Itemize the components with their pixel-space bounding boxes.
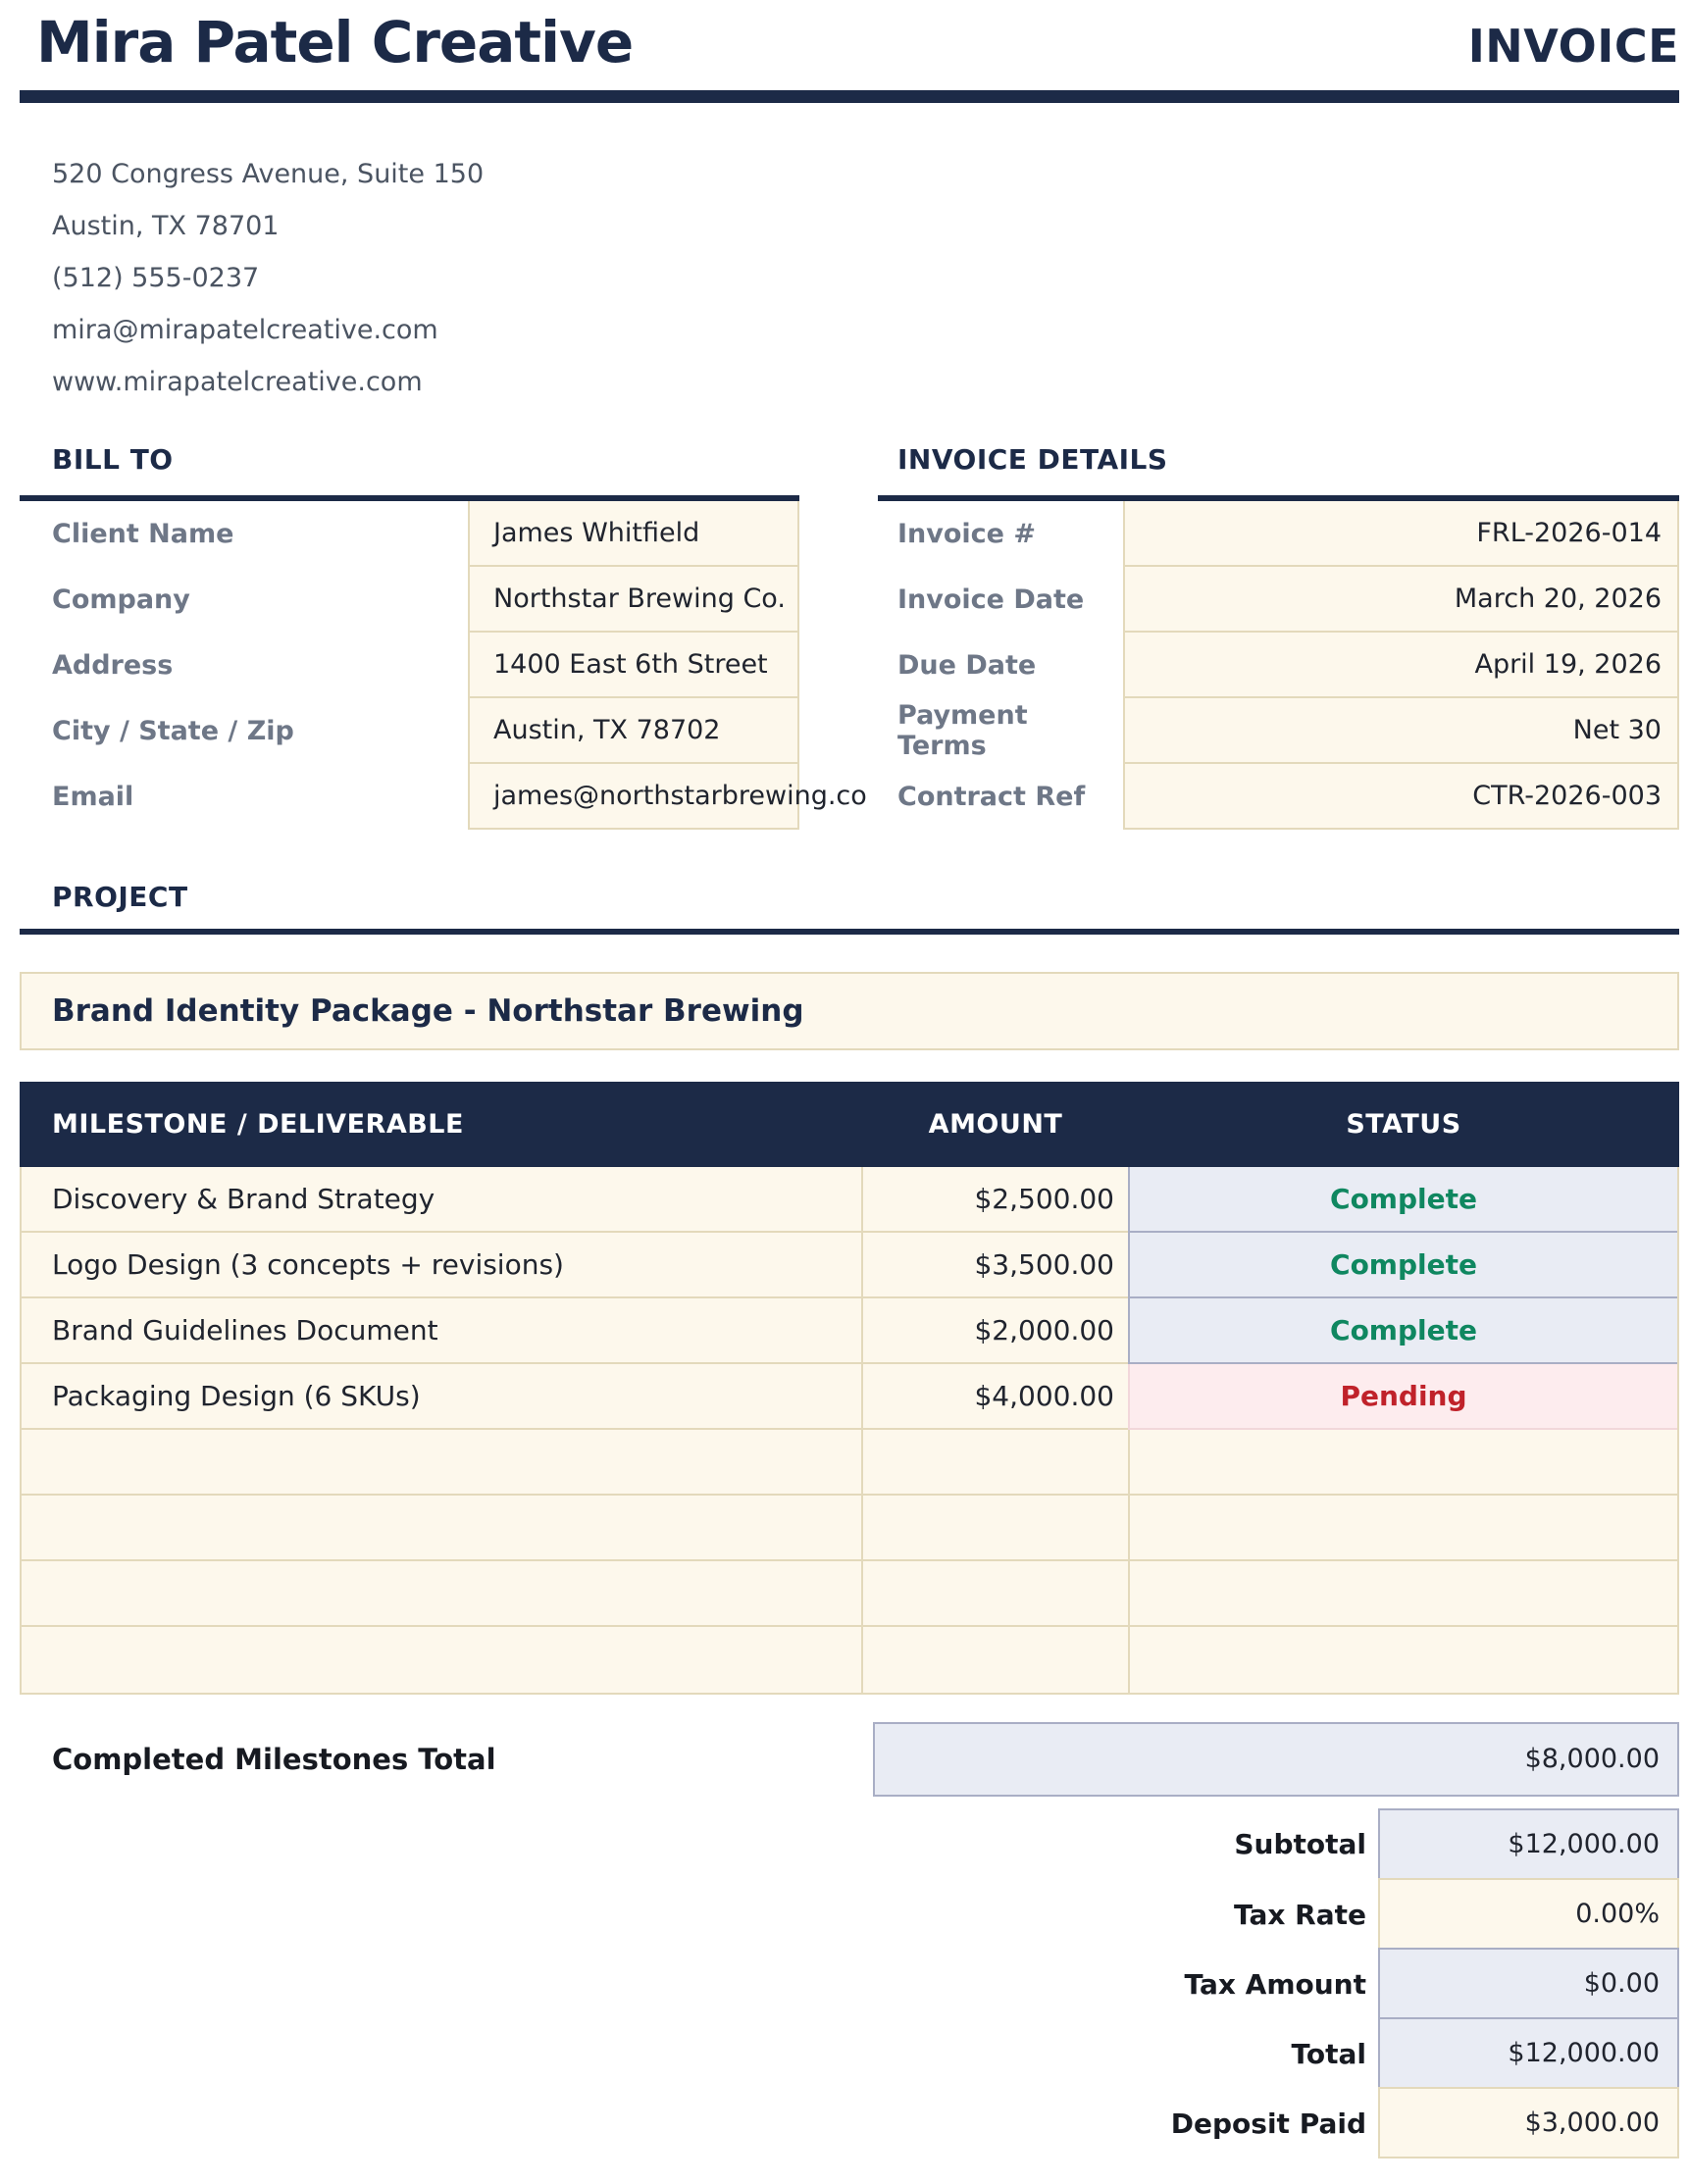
- subtotal-value-box[interactable]: $12,000.00: [1378, 1808, 1679, 1880]
- payment-terms-value-box[interactable]: Net 30: [1123, 698, 1679, 764]
- completed-total-value-box[interactable]: $8,000.00: [873, 1722, 1679, 1797]
- invoice-number-label: Invoice #: [897, 518, 1037, 549]
- total-value-box[interactable]: $12,000.00: [1378, 2017, 1679, 2089]
- tax-amount-label: Tax Amount: [1184, 1967, 1366, 2001]
- milestone-cell[interactable]: Logo Design (3 concepts + revisions): [22, 1233, 863, 1298]
- contract-ref-label: Contract Ref: [897, 781, 1086, 812]
- document-title: INVOICE: [1467, 20, 1679, 73]
- address-value-box[interactable]: 1400 East 6th Street: [468, 633, 799, 698]
- milestones-table: [20, 1082, 1679, 1695]
- amount-cell[interactable]: [863, 1627, 1128, 1693]
- amount-cell[interactable]: [863, 1496, 1128, 1561]
- field-row-invoice-number: [878, 501, 1679, 567]
- city-state-zip-value-box[interactable]: Austin, TX 78702: [468, 698, 799, 764]
- invoice-date-label: Invoice Date: [897, 584, 1085, 615]
- company-label: Company: [52, 584, 190, 615]
- company-name: Mira Patel Creative: [36, 9, 634, 76]
- status-cell[interactable]: Complete: [1128, 1233, 1677, 1298]
- table-row: [22, 1561, 1677, 1627]
- field-row-address: [20, 633, 799, 698]
- payment-terms-label: Payment Terms: [897, 700, 1028, 762]
- bill-to-fields: [20, 495, 867, 830]
- deposit-paid-value-box[interactable]: $3,000.00: [1378, 2087, 1679, 2159]
- milestone-cell[interactable]: Brand Guidelines Document: [22, 1298, 863, 1364]
- completed-total-row: [20, 1722, 1679, 1797]
- column-header-milestone: MILESTONE / DELIVERABLE: [52, 1108, 464, 1140]
- table-row: [22, 1430, 1677, 1496]
- bill-to-title: BILL TO: [52, 442, 174, 476]
- status-cell[interactable]: [1128, 1430, 1677, 1496]
- address-line-2: Austin, TX 78701: [52, 210, 280, 241]
- company-value-box[interactable]: Northstar Brewing Co.: [468, 567, 799, 633]
- deposit-paid-label: Deposit Paid: [1170, 2107, 1366, 2140]
- invoice-number-value-box[interactable]: FRL-2026-014: [1123, 501, 1679, 567]
- field-row-due-date: [878, 633, 1679, 698]
- company-phone: (512) 555-0237: [52, 262, 260, 293]
- field-row-client-name: [20, 501, 799, 567]
- table-row: [22, 1298, 1677, 1364]
- milestone-cell[interactable]: [22, 1496, 863, 1561]
- subtotal-label: Subtotal: [1234, 1827, 1366, 1860]
- tax-rate-value-box[interactable]: 0.00%: [1378, 1878, 1679, 1950]
- project-rule: [20, 929, 1679, 935]
- table-row: [22, 1364, 1677, 1430]
- status-cell[interactable]: [1128, 1561, 1677, 1627]
- invoice-details-title: INVOICE DETAILS: [897, 442, 1168, 476]
- column-header-amount: AMOUNT: [928, 1108, 1063, 1140]
- amount-cell[interactable]: $3,500.00: [863, 1233, 1128, 1298]
- completed-total-label: Completed Milestones Total: [52, 1742, 496, 1776]
- invoice-details-fields: [878, 495, 1679, 830]
- subtotal-row: [20, 1808, 1679, 1880]
- project-title: PROJECT: [52, 880, 188, 913]
- column-header-status: STATUS: [1346, 1108, 1461, 1140]
- tax-rate-row: [20, 1880, 1679, 1950]
- email-value-box[interactable]: james@northstarbrewing.co: [468, 764, 799, 830]
- table-row: [22, 1627, 1677, 1693]
- tax-rate-label: Tax Rate: [1233, 1898, 1366, 1931]
- field-row-email: [20, 764, 867, 830]
- totals-section: [20, 1808, 1679, 2159]
- due-date-value-box[interactable]: April 19, 2026: [1123, 633, 1679, 698]
- city-state-zip-label: City / State / Zip: [52, 715, 294, 746]
- tax-amount-row: [20, 1950, 1679, 2019]
- field-row-contract-ref: [878, 764, 1679, 830]
- invoice-details-section: [878, 443, 1679, 830]
- address-label: Address: [52, 649, 174, 681]
- milestone-cell[interactable]: Discovery & Brand Strategy: [22, 1167, 863, 1233]
- table-row: [22, 1167, 1677, 1233]
- client-name-label: Client Name: [52, 518, 234, 549]
- table-row: [22, 1233, 1677, 1298]
- company-email: mira@mirapatelcreative.com: [52, 314, 438, 345]
- status-cell[interactable]: Complete: [1128, 1298, 1677, 1364]
- field-row-city-state-zip: [20, 698, 799, 764]
- total-row: [20, 2019, 1679, 2089]
- field-row-invoice-date: [878, 567, 1679, 633]
- milestone-cell[interactable]: [22, 1561, 863, 1627]
- status-cell[interactable]: [1128, 1627, 1677, 1693]
- milestone-cell[interactable]: Packaging Design (6 SKUs): [22, 1364, 863, 1430]
- field-row-payment-terms: [878, 698, 1679, 764]
- due-date-label: Due Date: [897, 649, 1037, 681]
- company-address-block: [52, 148, 1679, 408]
- address-line-1: 520 Congress Avenue, Suite 150: [52, 158, 485, 189]
- milestones-table-body: [20, 1167, 1679, 1695]
- tax-amount-value-box[interactable]: $0.00: [1378, 1948, 1679, 2019]
- header: [20, 10, 1679, 75]
- amount-cell[interactable]: $4,000.00: [863, 1364, 1128, 1430]
- amount-cell[interactable]: [863, 1430, 1128, 1496]
- milestone-cell[interactable]: [22, 1430, 863, 1496]
- status-cell[interactable]: Complete: [1128, 1167, 1677, 1233]
- project-section: [20, 881, 1679, 1050]
- client-name-value-box[interactable]: James Whitfield: [468, 501, 799, 567]
- project-name-box[interactable]: Brand Identity Package - Northstar Brewing: [20, 972, 1679, 1050]
- contract-ref-value-box[interactable]: CTR-2026-003: [1123, 764, 1679, 830]
- amount-cell[interactable]: [863, 1561, 1128, 1627]
- table-row: [22, 1496, 1677, 1561]
- email-label: Email: [52, 781, 134, 812]
- deposit-paid-row: [20, 2089, 1679, 2159]
- milestone-cell[interactable]: [22, 1627, 863, 1693]
- details-panels: [20, 443, 1679, 830]
- invoice-date-value-box[interactable]: March 20, 2026: [1123, 567, 1679, 633]
- amount-cell[interactable]: $2,500.00: [863, 1167, 1128, 1233]
- status-cell[interactable]: Pending: [1128, 1364, 1677, 1430]
- milestones-table-header: [20, 1082, 1679, 1167]
- company-website: www.mirapatelcreative.com: [52, 366, 423, 397]
- field-row-company: [20, 567, 799, 633]
- header-rule: [20, 90, 1679, 103]
- status-cell[interactable]: [1128, 1496, 1677, 1561]
- bill-to-section: [20, 442, 867, 830]
- total-label: Total: [1291, 2037, 1366, 2070]
- amount-cell[interactable]: $2,000.00: [863, 1298, 1128, 1364]
